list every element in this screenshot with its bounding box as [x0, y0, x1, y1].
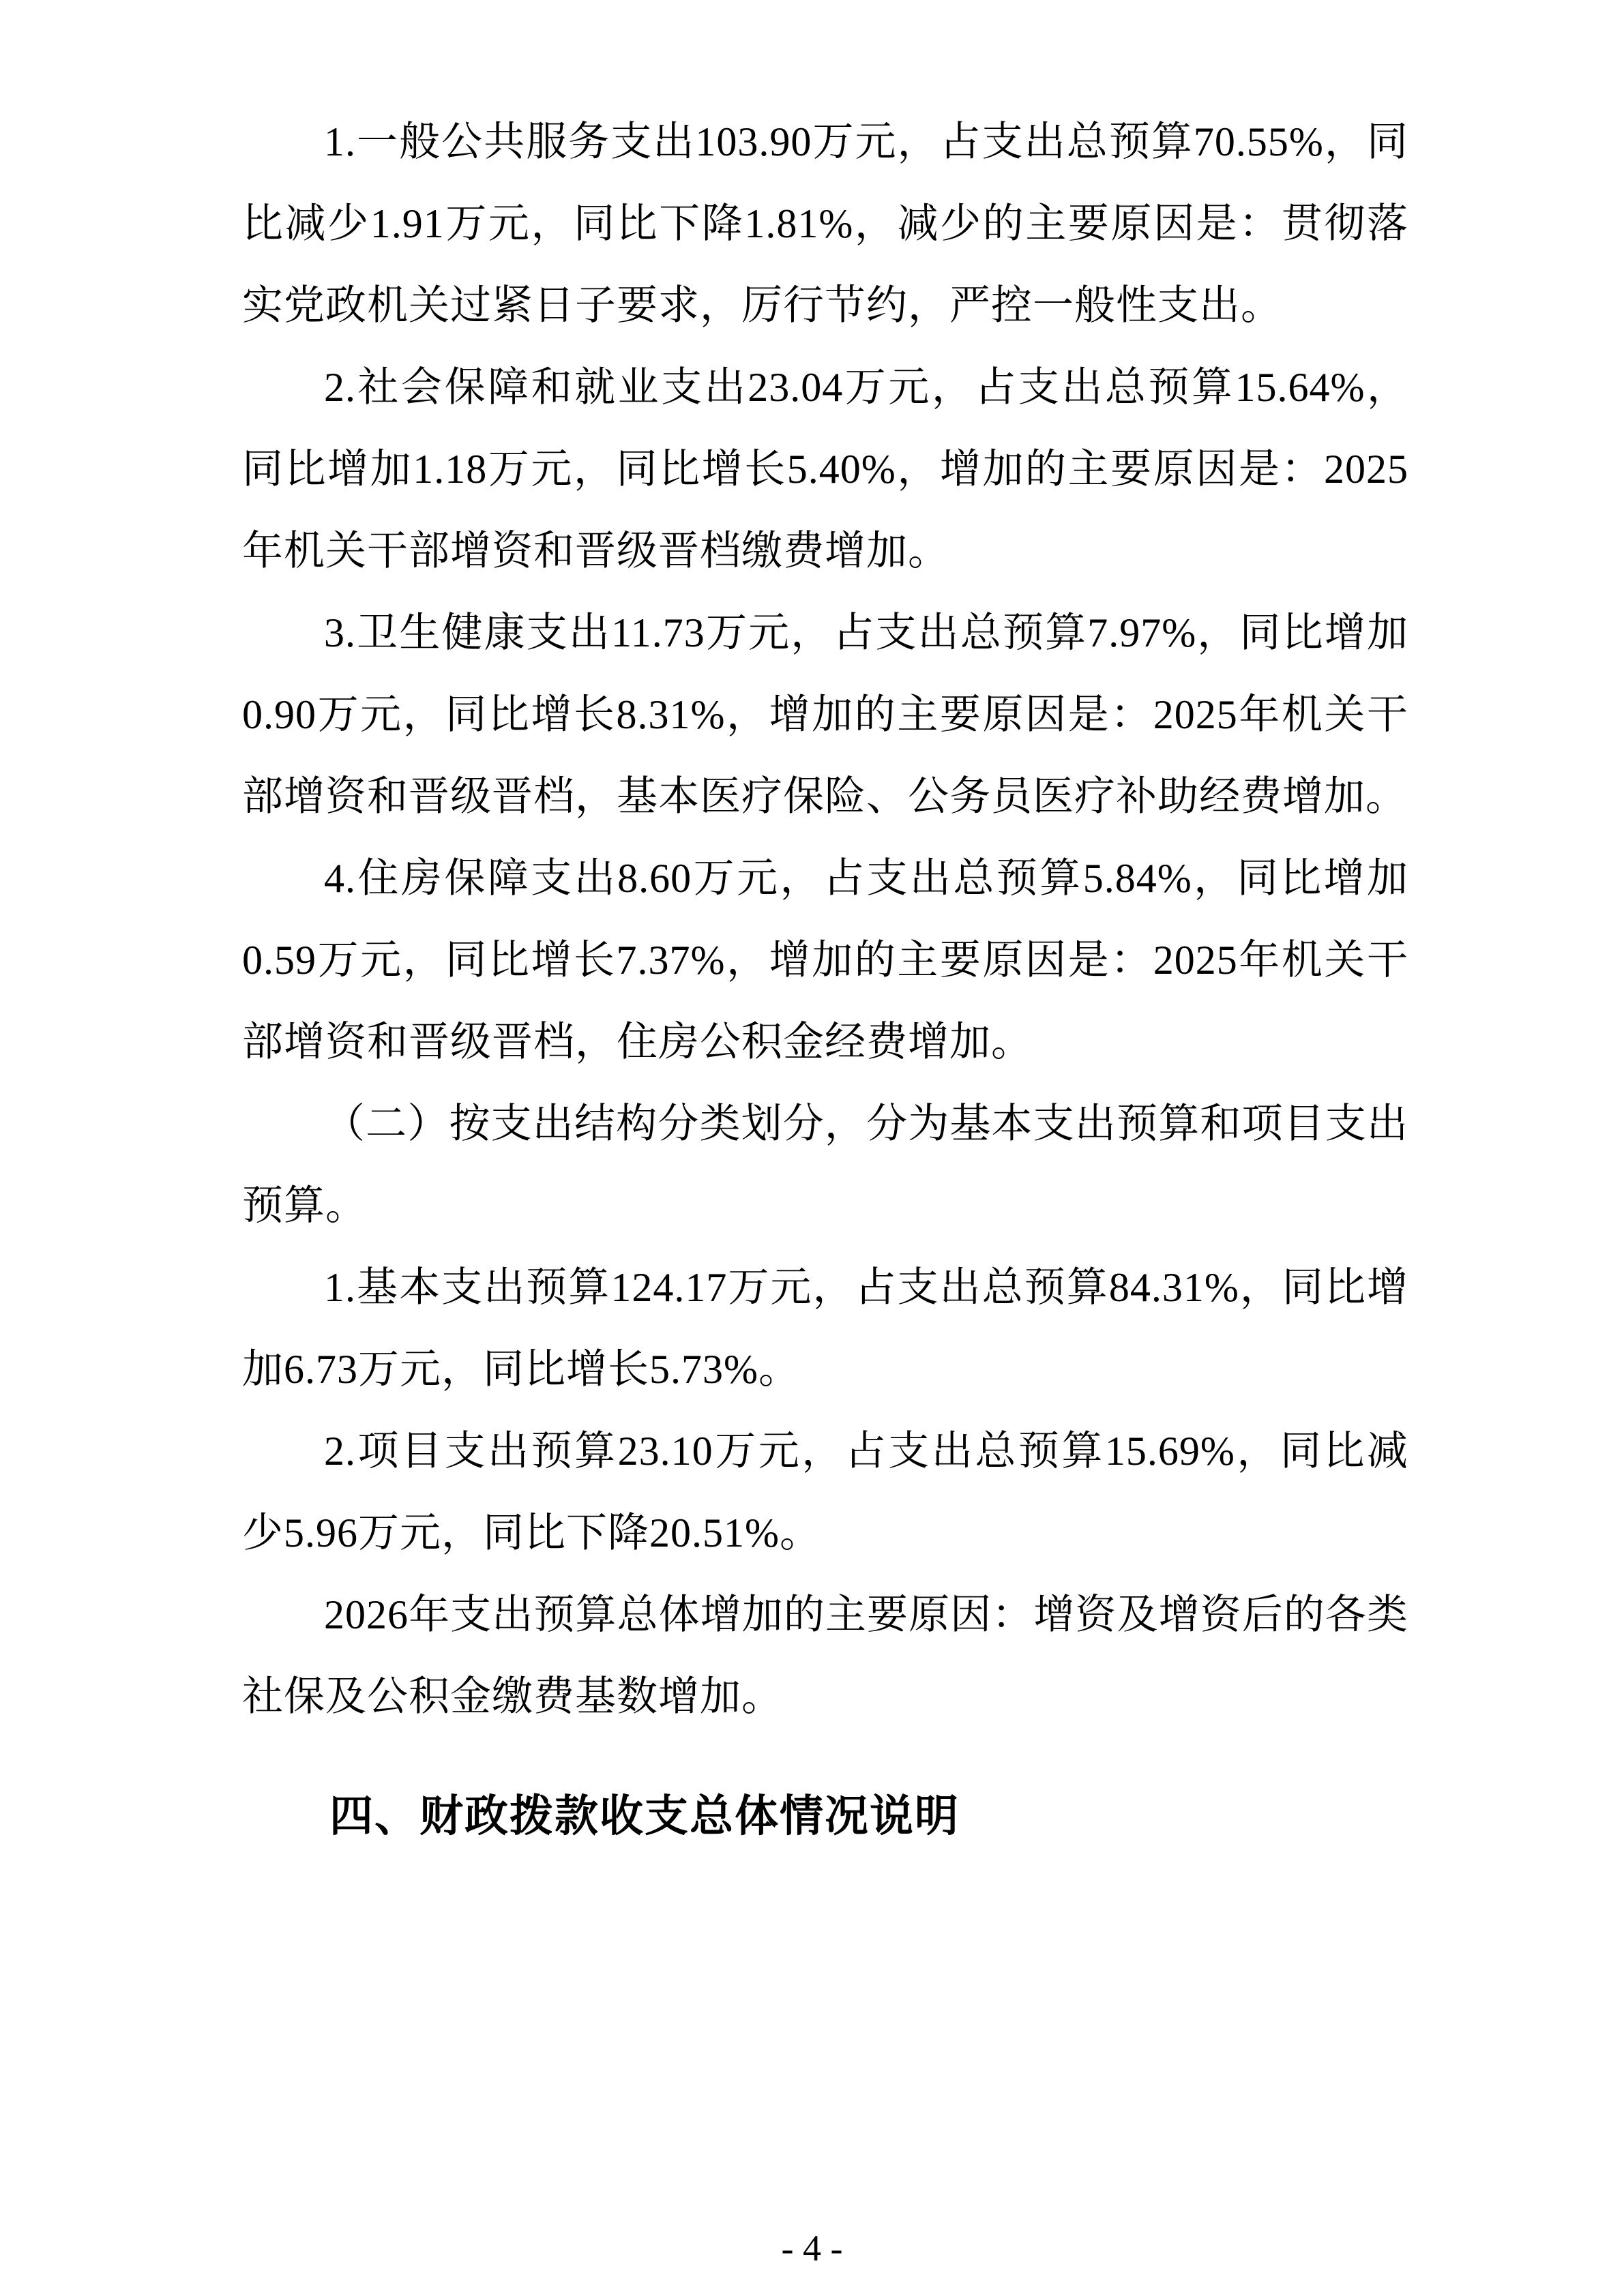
section-heading-fiscal-appropriation-overview: 四、财政拨款收支总体情况说明 — [329, 1791, 960, 1840]
page-number: - 4 - — [781, 2228, 843, 2269]
page-footer — [0, 2224, 1624, 2272]
paragraph-housing-security-expenditure: 4.住房保障支出8.60万元，占支出总预算5.84%，同比增加0.59万元，同比增长7.37%，增加的主要原因是：2025年机关干部增资和晋级晋档，住房公积金经费增加。 — [242, 856, 1408, 1064]
document-body — [242, 101, 1408, 1857]
paragraph-overall-increase-reason: 2026年支出预算总体增加的主要原因：增资及增资后的各类社保及公积金缴费基数增加。 — [242, 1592, 1408, 1719]
paragraph-project-expenditure-budget: 2.项目支出预算23.10万元，占支出总预算15.69%，同比减少5.96万元，同比下降20.51%。 — [242, 1429, 1408, 1555]
paragraph-expenditure-structure-classification: （二）按支出结构分类划分，分为基本支出预算和项目支出预算。 — [242, 1101, 1408, 1228]
paragraph-health-expenditure: 3.卫生健康支出11.73万元，占支出总预算7.97%，同比增加0.90万元，同比增长8.31%，增加的主要原因是：2025年机关干部增资和晋级晋档，基本医疗保险、公务员医疗补助经费增加。 — [242, 610, 1408, 819]
paragraph-social-security-employment-expenditure: 2.社会保障和就业支出23.04万元，占支出总预算15.64%，同比增加1.18万元，同比增长5.40%，增加的主要原因是：2025年机关干部增资和晋级晋档缴费增加。 — [242, 365, 1408, 573]
paragraph-basic-expenditure-budget: 1.基本支出预算124.17万元，占支出总预算84.31%，同比增加6.73万元，同比增长5.73%。 — [242, 1265, 1408, 1392]
paragraph-general-public-services-expenditure: 1.一般公共服务支出103.90万元，占支出总预算70.55%，同比减少1.91万元，同比下降1.81%，减少的主要原因是：贯彻落实党政机关过紧日子要求，厉行节约，严控一般性支出。 — [242, 119, 1408, 328]
